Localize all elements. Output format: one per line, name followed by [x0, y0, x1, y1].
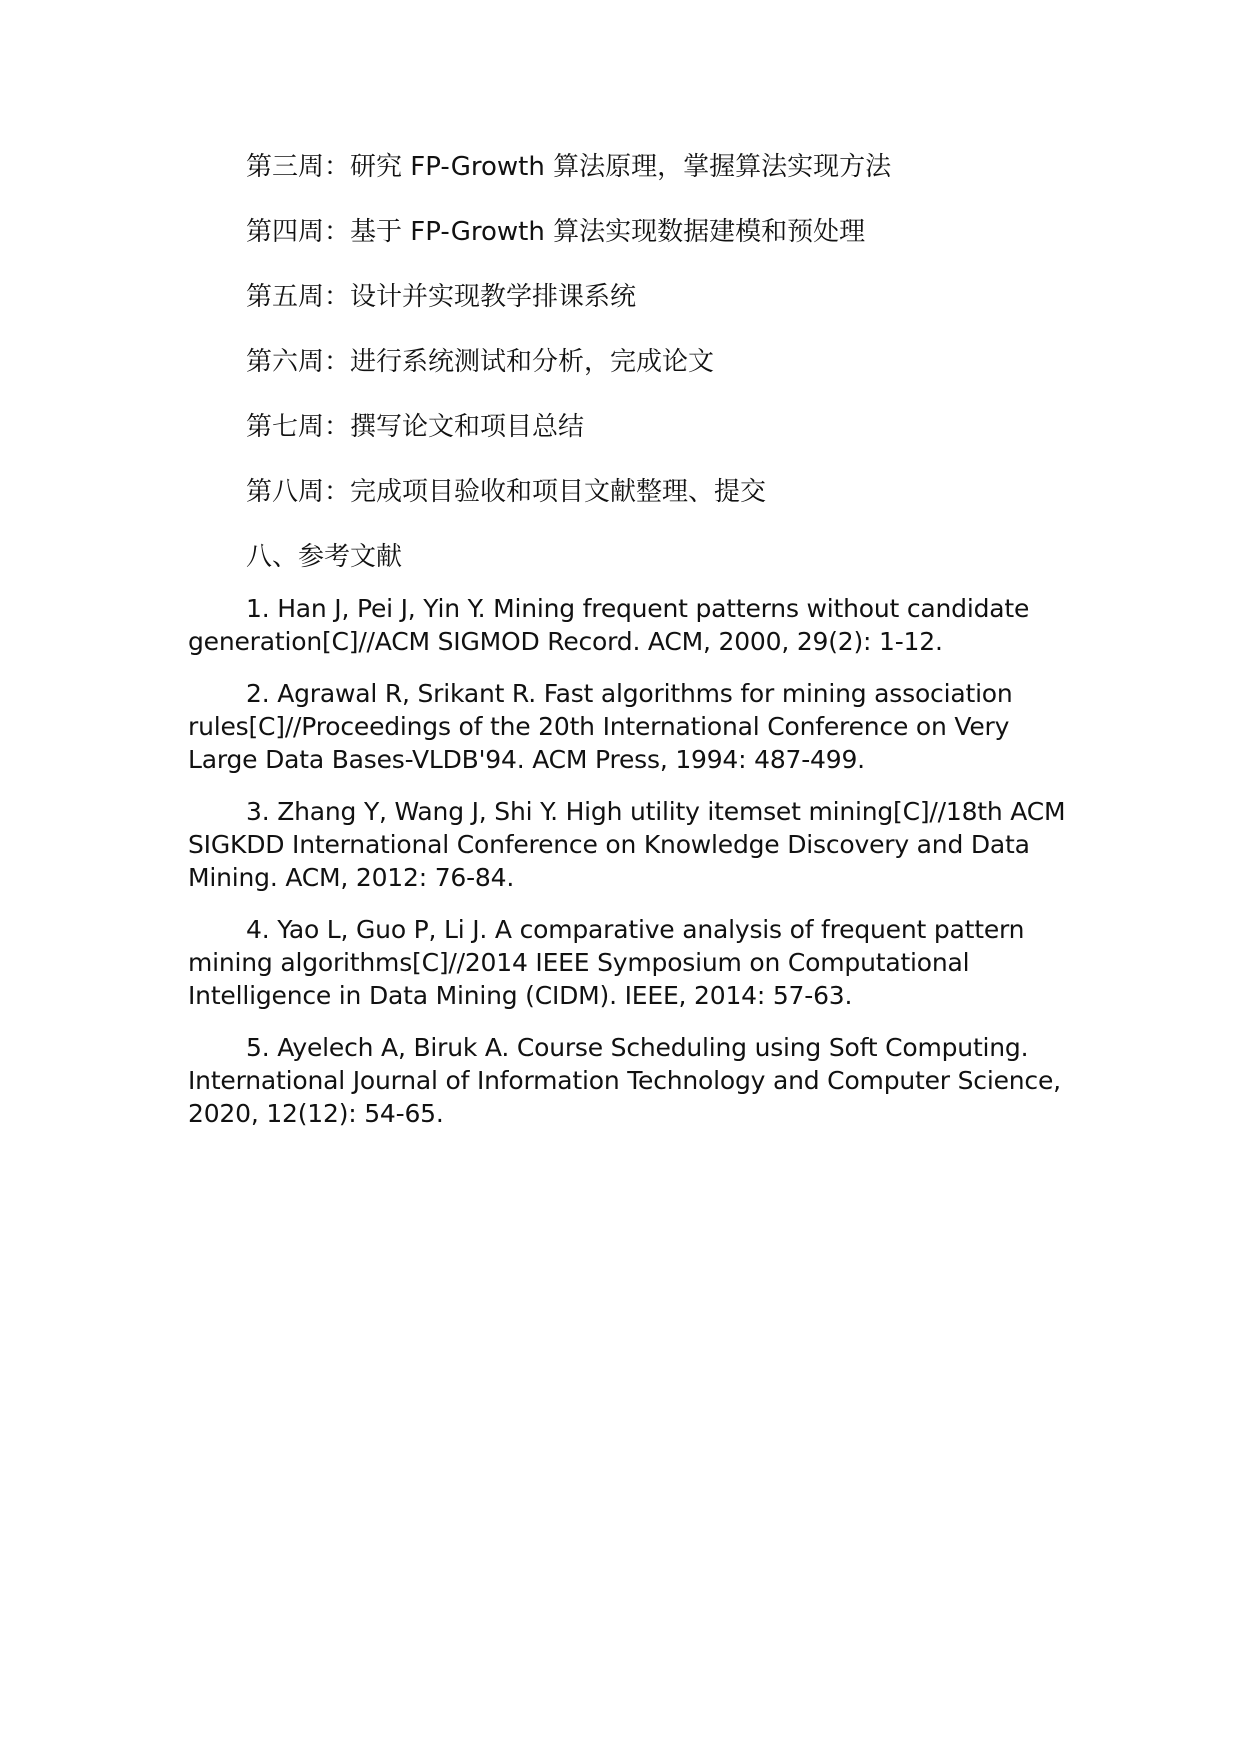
references-heading: 八、参考文献 [246, 542, 403, 572]
schedule-week-5 [188, 280, 1068, 314]
week-task: 撰写论文和项目总结 [350, 412, 585, 442]
reference-item-5: 5. Ayelech A, Biruk A. Course Scheduling using Soft Computing. International Journal of Information Technology and Computer Science, 2020, 12(12): 54-65. [188, 1033, 1061, 1128]
week-label: 第五周 [246, 282, 325, 312]
week-separator: ： [324, 282, 351, 312]
week-label: 第四周 [246, 217, 325, 247]
week-separator: ： [324, 347, 351, 377]
reference-item-4: 4. Yao L, Guo P, Li J. A comparative analysis of frequent pattern mining algorithms[C]//2014 IEEE Symposium on Computational Intelligence in Data Mining (CIDM). IEEE, 2014: 57-63. [188, 915, 1025, 1010]
week-task: 设计并实现教学排课系统 [350, 282, 637, 312]
week-task: 研究 FP-Growth 算法原理，掌握算法实现方法 [350, 152, 892, 182]
reference-item-3: 3. Zhang Y, Wang J, Shi Y. High utility itemset mining[C]//18th ACM SIGKDD International Conference on Knowledge Discovery and Data Mining. ACM, 2012: 76-84. [188, 797, 1066, 892]
week-label: 第三周 [246, 152, 325, 182]
week-label: 第八周 [246, 477, 325, 507]
schedule-week-7 [188, 410, 1068, 444]
reference-item-2: 2. Agrawal R, Srikant R. Fast algorithms for mining association rules[C]//Proceedings of the 20th International Conference on Very Large Data Bases-VLDB'94. ACM Press, 1994: 487-499. [188, 679, 1013, 774]
week-separator: ： [324, 152, 351, 182]
reference-item-1: 1. Han J, Pei J, Yin Y. Mining frequent patterns without candidate generation[C]//ACM SIGMOD Record. ACM, 2000, 29(2): 1-12. [188, 594, 1030, 656]
schedule-week-4 [188, 215, 1068, 249]
week-task: 基于 FP-Growth 算法实现数据建模和预处理 [350, 217, 866, 247]
week-separator: ： [324, 217, 351, 247]
week-task: 完成项目验收和项目文献整理、提交 [350, 477, 767, 507]
schedule-week-3 [188, 150, 1068, 184]
week-separator: ： [324, 477, 351, 507]
week-label: 第七周 [246, 412, 325, 442]
schedule-week-8 [188, 475, 1068, 509]
week-separator: ： [324, 412, 351, 442]
week-task: 进行系统测试和分析，完成论文 [350, 347, 715, 377]
page-content [188, 150, 1068, 1149]
week-label: 第六周 [246, 347, 325, 377]
reference-list [188, 592, 1068, 1130]
schedule-week-6 [188, 345, 1068, 379]
